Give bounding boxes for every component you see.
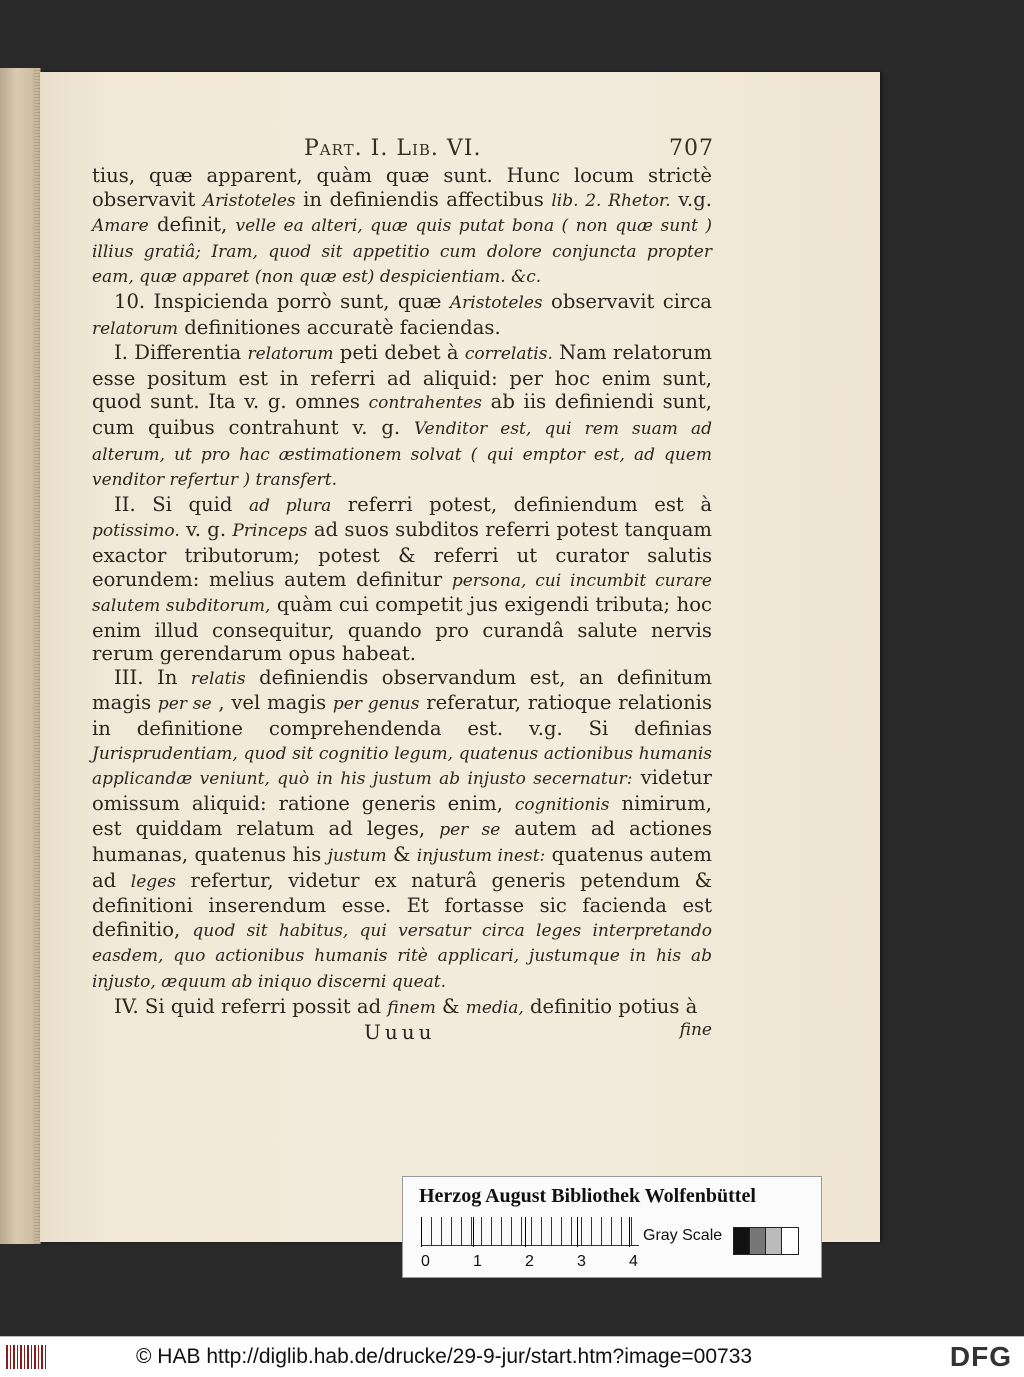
italic-text: relatis xyxy=(190,668,246,689)
book-page xyxy=(40,72,880,1242)
scale-ruler xyxy=(421,1217,639,1246)
viewer-footer xyxy=(0,1336,1024,1377)
text-run: quàm cui competit jus exigendi tributa; hoc enim illud consequitur, quando pro curandâ salute nervis rerum gerendarum opus habeat. xyxy=(92,593,713,666)
italic-text: leges xyxy=(130,871,176,892)
paragraph xyxy=(92,341,712,493)
page-number: 707 xyxy=(669,136,714,161)
scale-number: 1 xyxy=(473,1253,482,1270)
text-run: quatenus autem ad xyxy=(92,843,712,892)
italic-text: per genus xyxy=(332,694,420,715)
gray-scale-label: Gray Scale xyxy=(643,1227,723,1244)
dfg-logo: DFG xyxy=(949,1341,1012,1372)
italic-text: potissimo. xyxy=(92,521,180,542)
scale-number: 3 xyxy=(577,1253,586,1270)
running-head-title: Part. I. Lib. VI. xyxy=(304,136,482,161)
text-run: & xyxy=(386,843,417,867)
text-run: definit, xyxy=(148,213,236,237)
text-run: ad suos subditos referri potest tanquam exactor tributorum; potest & referri ut curator salutis eorundem: melius autem definitur xyxy=(92,518,712,591)
hab-logo-icon xyxy=(6,1345,46,1369)
italic-text: Venditor est, qui rem suam ad alterum, ut pro hac æstimationem solvat ( qui emptor est, ad quem venditor refertur ) transfert. xyxy=(92,418,712,491)
italic-text: contrahentes xyxy=(368,393,482,414)
text-run: peti debet à xyxy=(333,341,465,365)
italic-text: Aristoteles xyxy=(202,190,296,211)
text-run: I. Differentia xyxy=(114,341,248,365)
italic-text: per se xyxy=(157,694,212,715)
italic-text: media, xyxy=(465,997,524,1018)
text-run: v. g. xyxy=(179,518,233,542)
scale-number: 2 xyxy=(525,1253,534,1270)
text-run: referatur, ratioque relationis in definitione comprehendenda est. v.g. Si definias xyxy=(92,691,713,741)
italic-text: relatorum xyxy=(92,318,179,339)
italic-text: correlatis. xyxy=(464,344,553,365)
italic-text: finem xyxy=(387,997,436,1018)
text-run: definitio potius à xyxy=(523,994,698,1018)
italic-text: per se xyxy=(439,820,501,841)
italic-text: lib. 2. Rhetor. xyxy=(551,190,671,211)
text-run: IV. Si quid referri possit ad xyxy=(114,994,388,1018)
text-run: ab iis definiendi sunt, cum quibus contrahunt v. g. xyxy=(92,390,712,439)
text-run: & xyxy=(435,994,466,1018)
italic-text: ad plura xyxy=(249,495,332,516)
adjacent-page-edge xyxy=(0,68,41,1244)
paragraph xyxy=(92,995,712,1021)
text-run: , vel magis xyxy=(211,691,333,715)
text-run: III. In xyxy=(114,665,191,689)
italic-text: relatorum xyxy=(247,344,334,365)
text-run: autem ad actiones humanas, quatenus his xyxy=(92,817,713,867)
italic-text: Aristoteles xyxy=(449,292,543,313)
italic-text: injustum inest: xyxy=(416,846,546,867)
page-text xyxy=(92,164,712,1020)
text-run: definiendis observandum est, an definitum magis xyxy=(92,665,712,715)
text-run: tius, quæ apparent, quàm quæ sunt. Hunc locum strictè observavit xyxy=(92,164,712,211)
color-calibration-bar xyxy=(402,1176,822,1278)
italic-text: Jurisprudentiam, quod sit cognitio legum, quatenus actionibus humanis applicandæ veniunt, quò in his justum ab injusto secernatur: xyxy=(92,743,712,790)
text-run: v.g. xyxy=(670,187,713,211)
text-run: referri potest, definiendum est à xyxy=(331,492,712,516)
paragraph xyxy=(92,666,712,995)
text-run: 10. Inspicienda porrò sunt, quæ xyxy=(114,289,450,313)
source-url[interactable]: © HAB http://diglib.hab.de/drucke/29-9-jur/start.htm?image=00733 xyxy=(136,1345,753,1368)
signature-mark: Uuuu xyxy=(364,1020,436,1045)
paragraph xyxy=(92,290,712,341)
library-name: Herzog August Bibliothek Wolfenbüttel xyxy=(419,1185,756,1207)
running-head xyxy=(92,136,712,164)
paragraph xyxy=(92,164,712,290)
italic-text: quod sit habitus, qui versatur circa leges interpretando easdem, quo actionibus humanis ritè applicari, justumque in his ab injusto, æquum ab iniquo discerni queat. xyxy=(92,920,712,992)
italic-text: persona, cui incumbit curare salutem subditorum, xyxy=(92,570,712,617)
text-run: observavit circa xyxy=(542,289,712,313)
catchword: fine xyxy=(679,1020,712,1041)
text-run: Nam relatorum esse positum est in referri ad aliquid: per hoc enim sunt, quod sunt. Ita v. g. omnes xyxy=(92,341,713,414)
text-run: videtur omissum aliquid: ratione generis enim, xyxy=(92,766,713,815)
catch-line xyxy=(92,1020,712,1044)
text-run: nimirum, est quiddam relatum ad leges, xyxy=(92,791,712,841)
italic-text: velle ea alteri, quæ quis putat bona ( non quæ sunt ) illius gratiâ; Iram, quod sit appetitio cum dolore conjuncta propter eam, quæ apparet (non quæ est) despicientiam. &c. xyxy=(92,216,713,288)
gray-swatch xyxy=(781,1227,799,1255)
text-run: definitiones accuratè faciendas. xyxy=(178,315,501,339)
italic-text: Princeps xyxy=(232,521,308,542)
scale-number: 4 xyxy=(629,1253,638,1270)
text-run: in definiendis affectibus xyxy=(295,187,552,211)
italic-text: Amare xyxy=(92,216,149,237)
text-run: II. Si quid xyxy=(114,492,249,516)
italic-text: justum xyxy=(327,846,387,867)
text-run: refertur, videtur ex naturâ generis petendum & definitioni inserendum esse. Et fortasse sic facienda est definitio, xyxy=(92,868,713,941)
scale-number: 0 xyxy=(421,1253,430,1270)
paragraph xyxy=(92,493,712,666)
italic-text: cognitionis xyxy=(514,794,610,815)
